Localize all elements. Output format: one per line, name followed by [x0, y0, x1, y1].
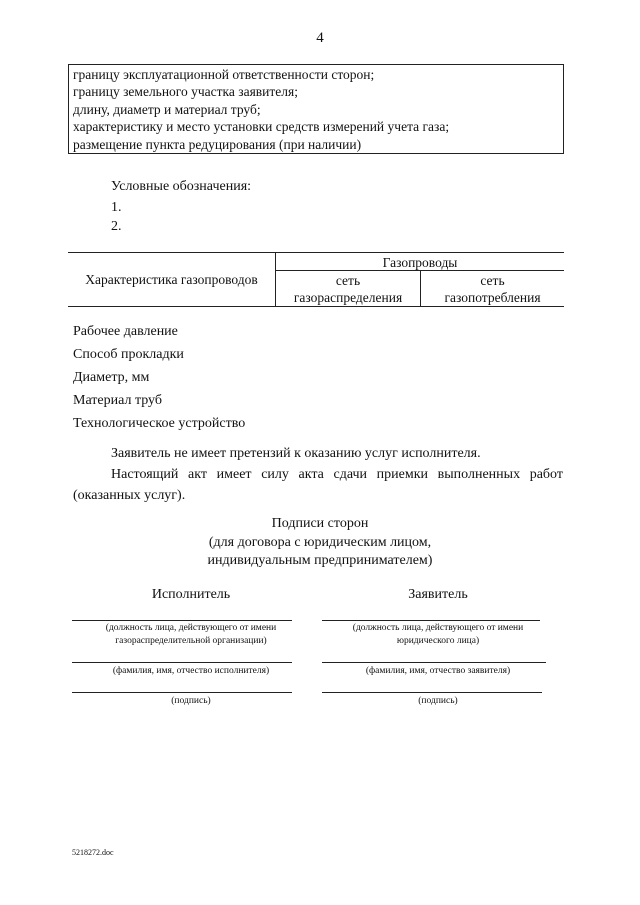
table-top-border — [68, 252, 564, 253]
box-line: границу земельного участка заявителя; — [73, 84, 298, 100]
applicant-position-caption-line1: (должность лица, действующего от имени — [352, 623, 524, 633]
table-group-header: Газопроводы — [382, 255, 458, 270]
executor-position-caption — [72, 622, 310, 648]
row-diameter: Диаметр, мм — [73, 370, 150, 385]
box-line: длину, диаметр и материал труб; — [73, 101, 261, 117]
act-paragraph-line1: Настоящий акт имеет силу акта сдачи приемки выполненных работ — [111, 467, 563, 482]
box-line: границу эксплуатационной ответственности сторон; — [73, 67, 375, 82]
executor-name-line — [72, 662, 292, 663]
signatures-subtitle-line1: (для договора с юридическим лицом, — [208, 535, 432, 550]
applicant-position-line — [322, 620, 540, 621]
row-pipe-material: Материал труб — [73, 393, 162, 408]
legend-title: Условные обозначения: — [111, 179, 252, 194]
box-line: характеристику и место установки средств измерений учета газа; — [73, 119, 450, 135]
footer-filename: 5218272.doc — [72, 848, 114, 857]
table-bottom-border — [68, 306, 564, 307]
scheme-notes-box — [68, 64, 564, 154]
executor-position-caption-line2: газораспределительной организации) — [115, 636, 267, 646]
box-line: размещение пункта редуцирования (при наличии) — [73, 136, 362, 152]
row-working-pressure: Рабочее давление — [73, 324, 178, 339]
table-col-consumption — [421, 272, 564, 306]
table-col-consumption-line1: сеть — [480, 273, 505, 288]
executor-name-caption: (фамилия, имя, отчество исполнителя) — [112, 666, 270, 676]
table-col-consumption-line2: газопотребления — [444, 290, 541, 305]
table-row-header: Характеристика газопроводов — [85, 272, 258, 287]
executor-signature-line — [72, 692, 292, 693]
applicant-position-caption — [322, 622, 554, 648]
applicant-position-caption-line2: юридического лица) — [396, 636, 480, 646]
table-col-distribution — [276, 272, 420, 306]
page-number: 4 — [316, 30, 324, 46]
applicant-signature-caption: (подпись) — [418, 696, 458, 706]
act-paragraph-line2: (оказанных услуг). — [73, 488, 186, 503]
executor-signature-caption: (подпись) — [171, 696, 211, 706]
table-col-distribution-line1: сеть — [335, 273, 361, 288]
applicant-name-line — [322, 662, 546, 663]
legend-item-1: 1. — [111, 200, 122, 215]
signatures-title: Подписи сторон — [271, 516, 369, 531]
table-col-distribution-line2: газораспределения — [293, 290, 403, 305]
row-laying-method: Способ прокладки — [73, 347, 184, 362]
applicant-signature-line — [322, 692, 542, 693]
applicant-name-caption: (фамилия, имя, отчество заявителя) — [365, 666, 511, 676]
no-claims-paragraph: Заявитель не имеет претензий к оказанию услуг исполнителя. — [111, 446, 481, 461]
signatures-subtitle-line2: индивидуальным предпринимателем) — [207, 553, 433, 568]
executor-position-line — [72, 620, 292, 621]
executor-label: Исполнитель — [151, 587, 231, 602]
applicant-label: Заявитель — [408, 587, 468, 602]
executor-position-caption-line1: (должность лица, действующего от имени — [105, 623, 277, 633]
legend-item-2: 2. — [111, 219, 122, 234]
row-technological-device: Технологическое устройство — [73, 416, 246, 431]
